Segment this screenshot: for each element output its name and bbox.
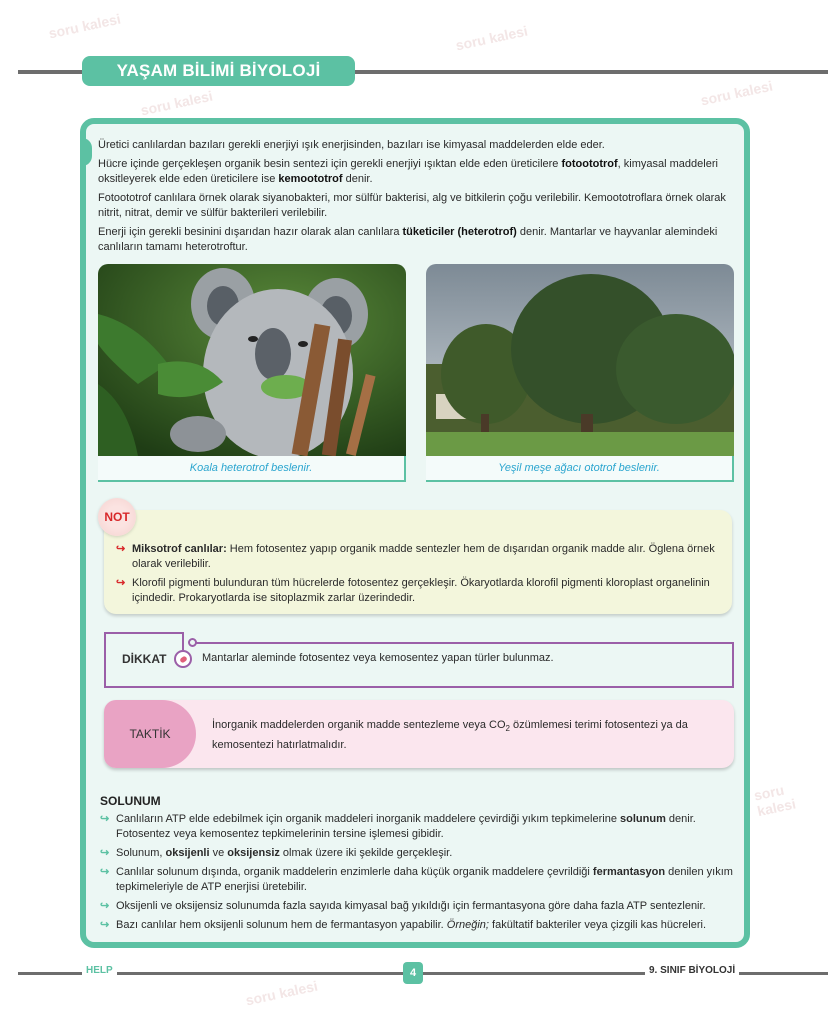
bullet-arrow-icon: ↪: [100, 847, 110, 859]
intro-text: [98, 138, 732, 259]
intro-paragraph: Hücre içinde gerçekleşen organik besin sentezi için gerekli enerjiyi ışıktan elde eden üreticilere fotoototrof, kimyasal maddeleri oksitleyerek elde eden üreticilere ise kemoototrof denir.: [98, 158, 718, 185]
bullet-arrow-icon: ↪: [100, 813, 110, 825]
note-item: ↪ Klorofil pigmenti bulunduran tüm hücrelerde fotosentez gerçekleşir. Ökaryotlarda klorofil pigmenti kloroplast organelinin içindedir. Prokaryotlarda ise sitoplazmik zarlar üzerindedir.: [116, 577, 710, 604]
watermark: soru kalesi: [139, 87, 215, 119]
bullet-arrow-icon: ↪: [100, 900, 110, 912]
intro-paragraph: Fotoototrof canlılara örnek olarak siyanobakteri, mor sülfür bakterisi, alg ve bitkilerin çoğu verilebilir. Kemoototroflara örnek olarak nitrit, nitrat, demir ve sülfür bakterileri verilebilir.: [98, 192, 726, 219]
watermark: soru kalesi: [752, 781, 798, 820]
bullet-arrow-icon: ↪: [116, 577, 126, 589]
list-item: ↪ Solunum, oksijenli ve oksijensiz olmak üzere iki şekilde gerçekleşir.: [100, 847, 453, 859]
note-badge: NOT: [98, 498, 136, 536]
footer-book-title: 9. SINIF BİYOLOJİ: [645, 965, 739, 976]
bullet-arrow-icon: ↪: [100, 919, 110, 931]
section-title: SOLUNUM: [100, 794, 161, 808]
list-item: ↪ Oksijenli ve oksijensiz solunumda fazla sayıda kimyasal bağ yıkıldığı için fermantasyona göre daha fazla ATP sentezlenir.: [100, 900, 706, 912]
respiration-list: [100, 812, 734, 937]
attention-box: [104, 632, 734, 688]
photo-card-koala: [98, 264, 406, 486]
pill-icon: [174, 650, 192, 668]
note-box: [104, 510, 732, 614]
page-number: 4: [403, 962, 423, 984]
frame-line: [104, 686, 734, 688]
frame-line: [196, 642, 734, 644]
watermark: soru kalesi: [454, 22, 530, 54]
frame-line: [732, 642, 734, 688]
list-item: ↪ Canlıların ATP elde edebilmek için organik maddeleri inorganik maddelere çevirdiği yıkım tepkimelerine solunum denir. Fotosentez veya kemosentez tepkimelerinin tersine işlemesi gibidir.: [100, 813, 696, 840]
content-panel: [80, 118, 750, 948]
list-item: ↪ Canlılar solunum dışında, organik maddelerin enzimlerle daha küçük organik maddelere çevrildiği fermantasyon denilen yıkım tepkimeleriyle de ATP enerjisi üretebilir.: [100, 866, 733, 893]
tactic-box: [104, 700, 734, 768]
koala-photo: [98, 264, 406, 456]
tactic-text: İnorganik maddelerden organik madde sentezleme veya $CO_2$ özümlemesi terimi fotosentezi ya da kemosentezi hatırlatmalıdır.: [212, 719, 688, 752]
photo-caption: Koala heterotrof beslenir.: [98, 456, 406, 482]
frame-line: [182, 632, 184, 650]
watermark: soru kalesi: [244, 977, 320, 1009]
oak-tree-photo: [426, 264, 734, 456]
bullet-arrow-icon: ↪: [100, 866, 110, 878]
photo-caption: Yeşil meşe ağacı ototrof beslenir.: [426, 456, 734, 482]
note-list: [116, 542, 720, 610]
bullet-arrow-icon: ↪: [116, 543, 126, 555]
oak-tree-image: [426, 264, 734, 456]
note-item: ↪ Miksotrof canlılar: Hem fotosentez yapıp organik madde sentezler hem de dışarıdan organik madde alır. Öglena örnek olarak verilebilir.: [116, 543, 715, 570]
koala-image: [98, 264, 406, 456]
photo-card-oak: [426, 264, 734, 486]
tactic-label: TAKTİK: [104, 700, 196, 768]
list-item: ↪ Bazı canlılar hem oksijenli solunum hem de fermantasyon yapabilir. Örneğin; fakültatif bakteriler veya çizgili kas hücreleri.: [100, 919, 707, 931]
frame-dot: [188, 638, 197, 647]
attention-label: DİKKAT: [122, 652, 167, 666]
intro-paragraph: Üretici canlılardan bazıları gerekli enerjiyi ışık enerjisinden, bazıları ise kimyasal maddelerden elde eder.: [98, 139, 605, 151]
attention-text: Mantarlar aleminde fotosentez veya kemosentez yapan türler bulunmaz.: [202, 652, 554, 664]
watermark: soru kalesi: [47, 10, 123, 42]
chapter-title: YAŞAM BİLİMİ BİYOLOJİ: [82, 56, 355, 86]
footer-publisher: HELP: [82, 965, 117, 976]
watermark: soru kalesi: [699, 77, 775, 109]
panel-notch: [80, 138, 92, 166]
intro-paragraph: Enerji için gerekli besinini dışarıdan hazır olarak alan canlılara tüketiciler (heterotrof) denir. Mantarlar ve hayvanlar alemindeki canlıların tamamı heterotroftur.: [98, 226, 718, 253]
